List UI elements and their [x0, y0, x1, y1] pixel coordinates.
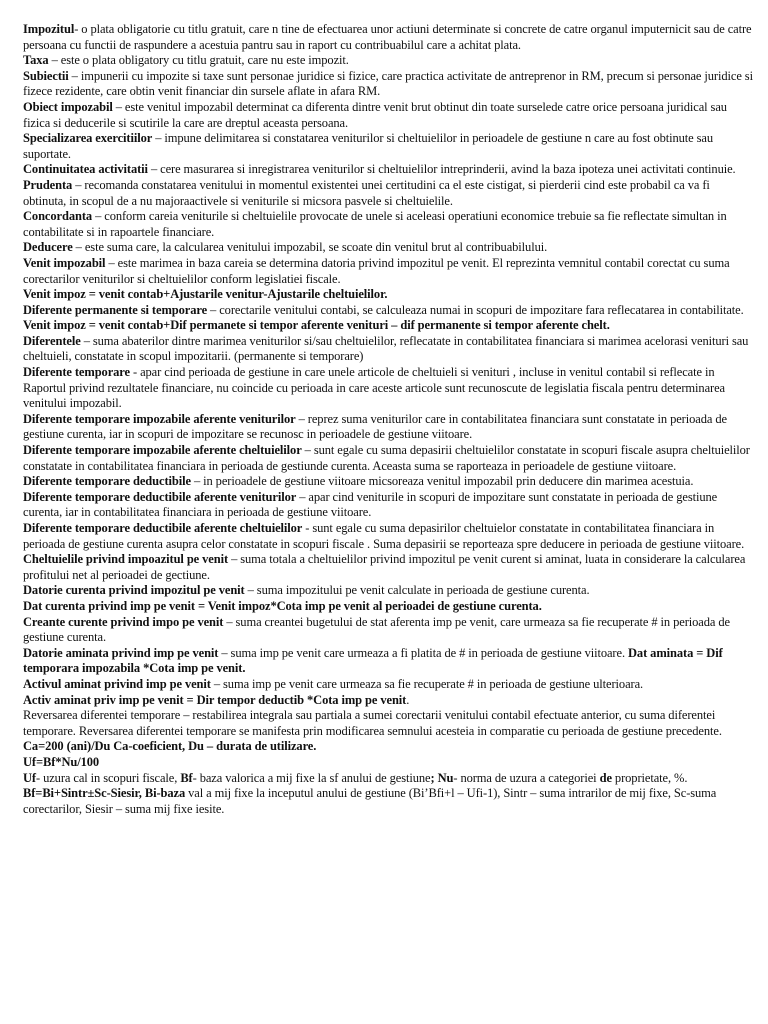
definition-paragraph [23, 443, 754, 474]
definition-text: – sunt egale cu suma depasirii cheltuielilor constatate in scopuri fiscale asupra cheltuielilor constatate in contabilitatea financiara in perioada de gestiunde curenta. Aceasta suma se raporteaza in perioadele de gestiune viitoare. [23, 443, 750, 473]
term-label: Diferente temporare deductibile [23, 474, 191, 489]
definition-text: – suma imp pe venit care urmeaza sa fie recuperate # in perioada de gestiune ulterioara. [210, 676, 644, 691]
term-label: Venit impoz = venit contab+Dif permanete si tempor aferente venituri – dif permanente si tempor aferente chelt. [23, 318, 610, 333]
definition-paragraph [23, 178, 754, 209]
term-label: Bf=Bi+Sintr±Sc-Siesir, Bi-baza [23, 786, 186, 801]
definition-text: – suma abaterilor dintre marimea veniturilor si/sau cheltuielilor, reflecatate in contabilitatea financiara si marimea acelorasi venituri sau cheltuieli, constatate in scopul impozitarii. (permanente si temporare) [23, 333, 749, 364]
term-label: Diferente temporare impozabile aferente veniturilor [23, 411, 296, 426]
term-label: Uf=Bf*Nu/100 [23, 754, 100, 769]
term-label: Venit impozabil [23, 255, 106, 270]
term-label: Dat aminata = Dif temporara impozabila *Cota imp pe venit. [23, 645, 723, 676]
definition-paragraph [23, 755, 754, 771]
definition-paragraph [23, 583, 754, 599]
definition-paragraph [23, 739, 754, 755]
term-label: Prudenta [23, 177, 73, 192]
definition-paragraph [23, 53, 754, 69]
definition-paragraph [23, 490, 754, 521]
definition-text: – impunerii cu impozite si taxe sunt personae juridice si fizice, care practica activitate de antreprenor in RM, precum si personae juridice si fizece rezidente, care obtin venit financiar din sursele aflate in afara RM. [23, 68, 753, 99]
term-label: Subiectii [23, 68, 69, 83]
definition-paragraph [23, 708, 754, 739]
definition-text: val a mij fixe la inceputul anului de gestiune (Bi’Bfi+l – Ufi-1), Sintr – suma intrarilor de mij fixe, Sc-suma corectarilor, Siesir – suma mij fixe iesite. [23, 786, 717, 816]
definition-paragraph [23, 677, 754, 693]
term-label: Uf [23, 770, 36, 785]
definition-text: . [406, 692, 410, 707]
term-label: Bf [180, 770, 193, 785]
definition-paragraph [23, 334, 754, 365]
definition-text: Reversarea diferentei temporare – restabilirea integrala sau partiala a sumei corectarii venitului contabil efectuate anterior, cu suma diferentei temporare. Reversarea diferentei temporare se manifesta prin modificarea semnului acesteia in comparatie cu perioada de gestiune precedente. [23, 708, 722, 738]
definition-text: proprietate, %. [611, 770, 688, 785]
definition-text: - o plata obligatorie cu titlu gratuit, care n tine de efectuarea unor actiuni determinate si concrete de catre organul imputernicit sau de catre persoana cu functii de raspundere a acestuia pantru sau in raport cu contribuabilul care a achitat plata. [23, 22, 752, 52]
definition-paragraph [23, 240, 754, 256]
definition-text: – suma imp pe venit care urmeaza a fi platita de # in perioada de gestiune viitoare. [218, 645, 628, 660]
term-label: Datorie curenta privind impozitul pe venit [23, 583, 245, 598]
term-label: Activul aminat privind imp pe venit [23, 676, 211, 691]
term-label: Specializarea exercitiilor [23, 131, 153, 146]
definition-paragraph [23, 521, 754, 552]
definition-text: - norma de uzura a categoriei [453, 770, 600, 785]
definition-paragraph [23, 256, 754, 287]
definition-text: – suma impozitului pe venit calculate in perioada de gestiune curenta. [244, 583, 590, 598]
term-label: Diferente permanente si temporare [23, 302, 208, 317]
definition-text: – este o plata obligatory cu titlu gratuit, care nu este impozit. [48, 53, 349, 68]
definition-text: – este marimea in baza careia se determina datoria privind impozitul pe venit. El reprezinta vemnitul contabil corectat cu suma corectarilor veniturilor si cheltuielilor conform legislatiei fiscale. [23, 255, 730, 286]
definition-paragraph [23, 552, 754, 583]
definition-paragraph [23, 474, 754, 490]
definition-text: - uzura cal in scopuri fiscale, [36, 770, 181, 785]
term-label: Deducere [23, 240, 73, 255]
definition-text: - apar cind perioada de gestiune in care unele articole de cheltuieli si venituri , incluse in venitul contabil si reflecate in Raportul privind rezultatele financiare, nu coincide cu perioada in care aceste articole sunt recunoscute de legislatia fiscala pentru determinarea venitului impozabil. [23, 365, 725, 411]
definition-paragraph [23, 786, 754, 817]
term-label: Dat curenta privind imp pe venit = Venit impoz*Cota imp pe venit al perioadei de gestiune curenta. [23, 598, 542, 613]
definition-paragraph [23, 771, 754, 787]
definition-paragraph [23, 615, 754, 646]
definition-text: – recomanda constatarea venitului in momentul existentei unei certitudini ca el este cistigat, si pierderii cind este probabil ca va fi obtinuta, in scopul de a nu majoraactivele si veniturile si micsora pasvele si cheltuielile. [23, 177, 710, 208]
definition-paragraph [23, 22, 754, 53]
term-label: Diferente temporare impozabile aferente cheltuielilor [23, 443, 302, 458]
definition-text: – corectarile venitului contabi, se calculeaza numai in scopuri de impozitare fara reflecatarea in contabilitate. [207, 302, 744, 317]
term-label: Cheltuielile privind impoazitul pe venit [23, 552, 229, 567]
term-label: de [599, 770, 612, 785]
term-label: Impozitul [23, 22, 75, 36]
term-label: Concordanta [23, 209, 93, 224]
definition-text: – impune delimitarea si constatarea veniturilor si cheltuielilor in perioadele de gestiune n care au fost obtinute sau suportate. [23, 131, 714, 161]
term-label: Diferente temporare deductibile aferente cheltuielilor [23, 521, 303, 535]
term-label: ; Nu [430, 770, 454, 785]
definition-text: – suma totala a cheltuielilor privind impozitul pe venit curent si aminat, luata in considerare la calcularea profitului net al perioadei de gectiune. [23, 552, 746, 582]
term-label: Datorie aminata privind imp pe venit [23, 645, 219, 660]
definition-paragraph [23, 131, 754, 162]
definition-paragraph [23, 646, 754, 677]
term-label: Diferente temporare deductibile aferente veniturilor [23, 489, 297, 504]
term-label: Diferentele [23, 333, 81, 348]
definition-paragraph [23, 209, 754, 240]
definition-text: – este venitul impozabil determinat ca diferenta dintre venit brut obtinut din toate surselede catre orice persoana juridical sau fizica si deducerile si scutirile la care are dreptul aceasta persoana. [23, 99, 727, 130]
definition-paragraph [23, 412, 754, 443]
definition-text: – suma creantei bugetului de stat aferenta imp pe venit, care urmeaza sa fie recuperate # in perioada de gestiune curenta. [23, 614, 730, 645]
definition-text: – este suma care, la calcularea venitului impozabil, se scoate din venitul brut al contribuabilului. [72, 240, 548, 255]
term-label: Taxa [23, 53, 49, 68]
term-label: Diferente temporare [23, 365, 130, 380]
term-label: Continuitatea activitatii [23, 162, 148, 177]
term-label: Ca=200 (ani)/Du Ca-coeficient, Du – durata de utilizare. [23, 739, 317, 754]
definition-text: - sunt egale cu suma depasirilor cheltuielor constatate in contabilitatea financiara in perioada de gestiune curenta asupra celor constatate in scopuri fiscale . Suma depasirii se reporteaza spre deducere in perioada de gestiune viitoare. [23, 521, 745, 551]
definition-paragraph [23, 287, 754, 303]
term-label: Activ aminat priv imp pe venit = Dir tempor deductib *Cota imp pe venit [23, 692, 407, 707]
term-label: Venit impoz = venit contab+Ajustarile venitur-Ajustarile cheltuielilor. [23, 287, 388, 302]
definition-paragraph [23, 599, 754, 615]
definition-text: - baza valorica a mij fixe la sf anului de gestiune [192, 770, 431, 785]
term-label: Creante curente privind impo pe venit [23, 614, 224, 629]
definition-text: – cere masurarea si inregistrarea veniturilor si cheltuielilor intreprinderii, avind la baza ipoteza unei activitati continuie. [147, 162, 736, 177]
definition-text: – reprez suma veniturilor care in contabilitatea financiara sunt constatate in perioada de gestiune curenta, iar in scopuri de impozitare se recunosc in perioadele de gestiune viitoare. [23, 411, 727, 442]
definition-text: – conform careia veniturile si cheltuielile provocate de unele si aceleasi operatiuni economice trebuie sa fie reflectate simultan in contabilitate si in rapoartele financiare. [23, 209, 727, 239]
definition-paragraph [23, 318, 754, 334]
definition-paragraph [23, 100, 754, 131]
definition-paragraph [23, 303, 754, 319]
definition-text: – apar cind veniturile in scopuri de impozitare sunt constatate in perioada de gestiune curenta, iar in contabilitatea financiara in perioada de gestiune viitoare. [23, 489, 718, 520]
definition-paragraph [23, 365, 754, 412]
term-label: Obiect impozabil [23, 99, 113, 114]
definition-paragraph [23, 162, 754, 178]
definition-paragraph [23, 69, 754, 100]
definition-text: – in perioadele de gestiune viitoare micsoreaza venitul impozabil prin deducere din marimea acestuia. [190, 474, 694, 489]
definition-paragraph [23, 693, 754, 709]
